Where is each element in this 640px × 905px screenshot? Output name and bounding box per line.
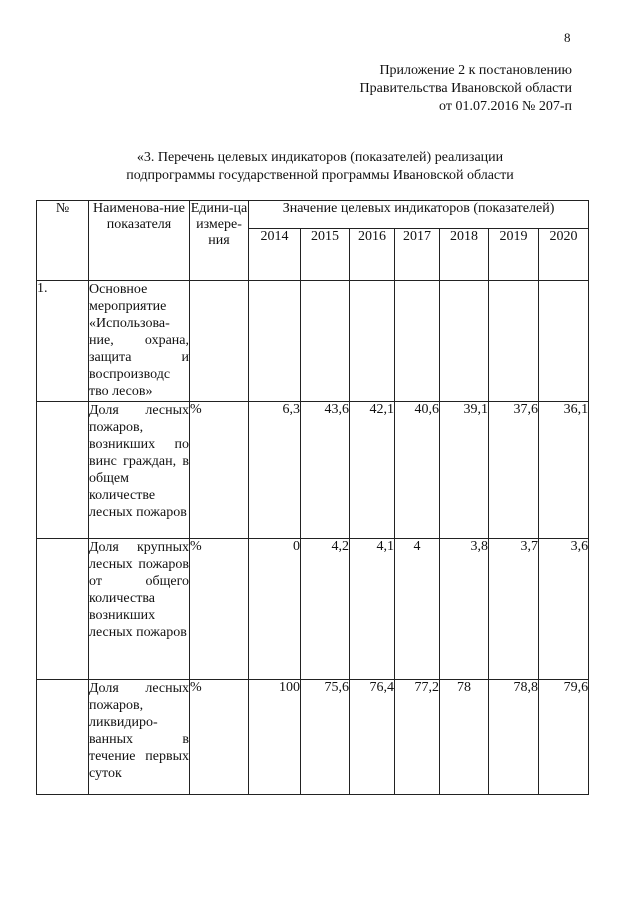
value-2016: 76,4 xyxy=(350,680,395,795)
value-2018: 39,1 xyxy=(440,402,489,539)
indicator-unit xyxy=(190,281,249,402)
value-2014: 100 xyxy=(249,680,301,795)
table-row xyxy=(37,402,589,539)
indicator-name: Доля лесных пожаров, ликвидиро-ванных в течение первых суток xyxy=(89,680,190,795)
value-2020: 3,6 xyxy=(539,539,589,680)
appendix-header xyxy=(360,62,572,116)
row-number: 1. xyxy=(37,281,89,402)
value-2014 xyxy=(249,281,301,402)
value-2015: 4,2 xyxy=(301,539,350,680)
table-row xyxy=(37,539,589,680)
value-2016: 42,1 xyxy=(350,402,395,539)
header-year-2014: 2014 xyxy=(249,229,301,281)
table-row xyxy=(37,680,589,795)
header-year-2016: 2016 xyxy=(350,229,395,281)
header-year-2020: 2020 xyxy=(539,229,589,281)
title-line-2: подпрограммы государственной программы Ивановской области xyxy=(126,168,514,183)
value-2020: 36,1 xyxy=(539,402,589,539)
document-title xyxy=(0,149,640,185)
indicator-unit: % xyxy=(190,402,249,539)
value-2017: 40,6 xyxy=(395,402,440,539)
table-row xyxy=(37,281,589,402)
value-2020 xyxy=(539,281,589,402)
table-header-row xyxy=(37,201,589,229)
header-year-2018: 2018 xyxy=(440,229,489,281)
header-indicator-name: Наименова-ние показателя xyxy=(89,201,190,281)
value-2014: 6,3 xyxy=(249,402,301,539)
value-2019: 3,7 xyxy=(489,539,539,680)
row-number xyxy=(37,539,89,680)
indicator-unit: % xyxy=(190,680,249,795)
header-unit: Едини-ца измере-ния xyxy=(190,201,249,281)
indicator-unit: % xyxy=(190,539,249,680)
value-2019: 78,8 xyxy=(489,680,539,795)
value-2019 xyxy=(489,281,539,402)
value-2017: 4 xyxy=(395,539,440,680)
indicator-name: Доля лесных пожаров, возникших по винс граждан, в общем количестве лесных пожаров xyxy=(89,402,190,539)
value-2015: 43,6 xyxy=(301,402,350,539)
header-year-2019: 2019 xyxy=(489,229,539,281)
value-2016 xyxy=(350,281,395,402)
value-2018: 78 xyxy=(440,680,489,795)
value-2017 xyxy=(395,281,440,402)
appendix-line-1: Приложение 2 к постановлению xyxy=(379,63,572,78)
value-2017: 77,2 xyxy=(395,680,440,795)
value-2018: 3,8 xyxy=(440,539,489,680)
value-2018 xyxy=(440,281,489,402)
indicator-name: Доля крупных лесных пожаров от общего количества возникших лесных пожаров xyxy=(89,539,190,680)
value-2015 xyxy=(301,281,350,402)
header-values-group: Значение целевых индикаторов (показателей) xyxy=(249,201,589,229)
value-2020: 79,6 xyxy=(539,680,589,795)
value-2016: 4,1 xyxy=(350,539,395,680)
row-number xyxy=(37,402,89,539)
value-2014: 0 xyxy=(249,539,301,680)
header-year-2017: 2017 xyxy=(395,229,440,281)
header-year-2015: 2015 xyxy=(301,229,350,281)
row-number xyxy=(37,680,89,795)
value-2019: 37,6 xyxy=(489,402,539,539)
header-num: № xyxy=(37,201,89,281)
appendix-line-2: Правительства Ивановской области xyxy=(359,81,572,96)
title-line-1: «3. Перечень целевых индикаторов (показателей) реализации xyxy=(136,150,504,165)
value-2015: 75,6 xyxy=(301,680,350,795)
indicators-table xyxy=(36,200,589,795)
appendix-line-3: от 01.07.2016 № 207-п xyxy=(439,99,572,114)
indicator-name: Основное мероприятие «Использова-ние, охрана, защита и воспроизводс тво лесов» xyxy=(89,281,190,402)
page-number: 8 xyxy=(564,30,571,45)
